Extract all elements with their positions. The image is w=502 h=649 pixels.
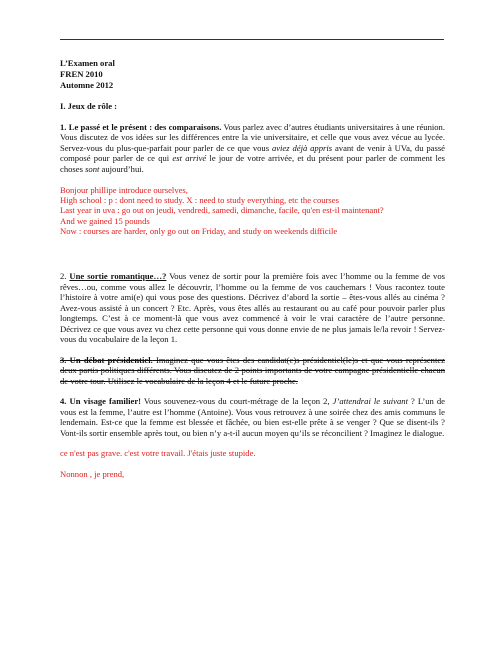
item-1-notes bbox=[60, 185, 445, 236]
section-title: I. Jeux de rôle : bbox=[60, 101, 118, 111]
document-page bbox=[60, 58, 445, 479]
header-title: L’Examen oral bbox=[60, 58, 115, 68]
item-4-lead: 4. Un visage familier! bbox=[60, 396, 142, 407]
item-3-lead: 3. Un débat présidentiel. bbox=[60, 354, 153, 365]
item-1-text-b: avant de venir à UVa, du passé composé pour parler de ce qui bbox=[60, 142, 445, 163]
item-2-lead: Une sortie romantique…? bbox=[69, 271, 167, 282]
item-1-italic-b: est arrivé bbox=[172, 153, 207, 163]
header-term: Automne 2012 bbox=[60, 80, 114, 90]
note-line: And we gained 15 pounds bbox=[60, 215, 150, 226]
item-3 bbox=[60, 355, 445, 387]
item-4-text-a: Vous souvenez-vous du court-métrage de la leçon 2, bbox=[141, 396, 333, 407]
item-2 bbox=[60, 271, 445, 345]
top-rule bbox=[60, 39, 444, 40]
item-4-note-b: Nonnon , je prend, bbox=[60, 468, 125, 479]
item-2-number: 2. bbox=[60, 271, 70, 282]
document-header bbox=[60, 58, 445, 91]
note-line: Last year in uva : go out on jeudi, vendredi, samedi, dimanche, facile, qu'en est-il maintenant? bbox=[60, 205, 384, 216]
item-1 bbox=[60, 122, 445, 175]
item-1-italic-c: sont bbox=[85, 163, 100, 174]
item-4-text-b: ? L’un de vous est la femme, l’autre est l’homme (Antoine). Vous vous retrouvez à une soirée chez des amis communs le lendemain. Est-ce que la femme est blessée et fâchée, ou bien est-elle prête à se venger ? Que se disent-ils ? Vont-ils sortir ensemble après tout, ou bien n’y a-t-il aucun moyen qu’ils se réconcilient ? Imaginez le dialogue. bbox=[60, 396, 445, 438]
item-4 bbox=[60, 396, 445, 438]
item-2-text: Vous venez de sortir pour la première fois avec l’homme ou la femme de vos rêves…ou, comme vous allez le découvrir, l’homme ou la femme de vos cauchemars ! Vous racontez toute l’histoire à votre ami(e) qui vous pose des questions. Décrivez d’abord la sortie – êtes-vous allés au cinéma ? Avez-vous assisté à un concert ? Etc. Après, vous êtes allés au restaurant ou au café pour pouvoir parler plus longtemps. C’est à ce moment-là que vous avez commencé à voir le vrai caractère de l’autre personne. Décrivez ce que vous avez vu chez cette personne qui vous donne envie de ne plus jamais le/la revoir ! Servez-vous du vocabulaire de la leçon 1. bbox=[60, 271, 445, 345]
item-1-lead: 1. Le passé et le présent : des comparaisons. bbox=[60, 121, 222, 132]
item-3-text: Imaginez que vous êtes des candidat(e)s présidentiel(le)s et que vous représentez deux partis politiques différents. Vous discutez de 2 points importants de votre campagne présidentielle chacun de votre tour. Utilisez le vocabulaire de la leçon 4 et le future proche. bbox=[60, 354, 445, 386]
item-1-italic-a: aviez déjà appris bbox=[271, 142, 333, 153]
item-4-note-a: ce n'est pas grave. c'est votre travail. J'étais juste stupide. bbox=[60, 448, 256, 459]
note-line: High school : p : dont need to study. X : need to study everything, etc the courses bbox=[60, 195, 339, 206]
spacer bbox=[60, 236, 445, 261]
item-1-text-d: aujourd’hui. bbox=[99, 163, 144, 174]
note-line: Bonjour phillipe introduce ourselves, bbox=[60, 185, 188, 195]
item-1-text-a: Vous parlez avec d’autres étudiants universitaires à une réunion. Vous discutez de vos idées sur les différences entre la vie universitaire, et celle que vous avez vécue au lycée. Servez-vous du plus-que-parfait pour parler de ce que vous bbox=[60, 121, 445, 153]
header-course: FREN 2010 bbox=[60, 69, 103, 79]
item-4-italic: J’attendrai le suivant bbox=[332, 396, 408, 407]
item-1-text-c: le jour de votre arrivée, et du présent pour parler de comment les choses bbox=[60, 153, 445, 174]
note-line: Now : courses are harder, only go out on Friday, and study on weekends difficile bbox=[60, 225, 338, 236]
